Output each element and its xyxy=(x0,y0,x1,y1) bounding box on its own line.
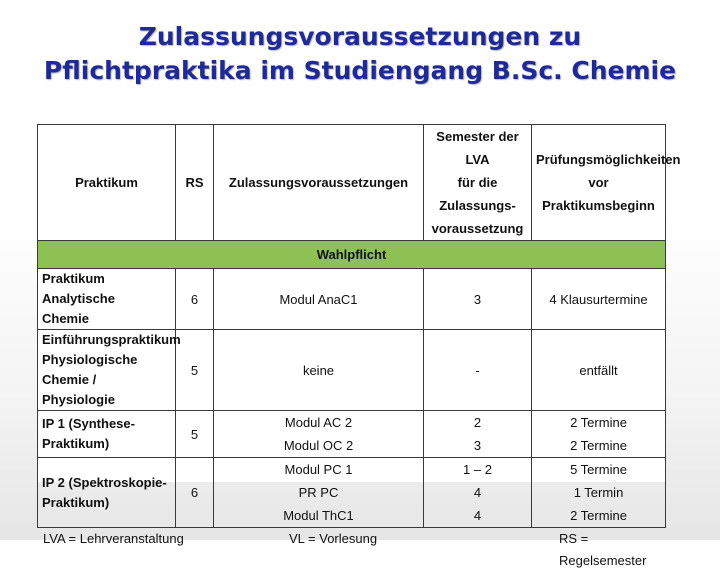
header-pruefung-line: vor Praktikumsbeginn xyxy=(542,175,655,213)
cell-line: IP 1 (Synthese-Praktikum) xyxy=(42,416,135,451)
header-semester-line: voraussetzung xyxy=(431,221,524,236)
cell-line: 1 – 2 xyxy=(463,462,492,477)
cell-zulassung: Modul AnaC1 xyxy=(214,269,424,330)
cell-rs: 6 xyxy=(176,269,214,330)
cell-semester: - xyxy=(424,330,532,411)
cell-line: Praktikum) xyxy=(42,494,110,510)
cell-praktikum xyxy=(38,330,181,411)
cell-line: 4 xyxy=(473,508,482,523)
cell-line: Modul PC 1 xyxy=(284,462,353,477)
cell-line: 5 Termine xyxy=(570,462,627,477)
cell-line: 2 Termine xyxy=(570,508,627,523)
header-row xyxy=(38,125,666,241)
header-semester-line: Semester der LVA xyxy=(436,129,519,167)
cell-pruefung xyxy=(532,411,666,458)
slide-title xyxy=(0,20,720,88)
section-wahlpflicht: Wahlpflicht xyxy=(38,241,666,269)
cell-line: Modul OC 2 xyxy=(283,438,354,453)
cell-rs: 5 xyxy=(176,411,214,458)
footer-vl-note: VL = Vorlesung xyxy=(289,531,378,546)
cell-rs: 6 xyxy=(176,458,214,528)
table-footer xyxy=(37,528,665,568)
cell-rs: 5 xyxy=(176,330,214,411)
header-semester xyxy=(424,125,532,241)
cell-line: 1 Termin xyxy=(573,485,624,500)
cell-pruefung: entfällt xyxy=(532,330,666,411)
footer-rs-note: RS = Regelsemester xyxy=(559,531,647,568)
cell-pruefung: 4 Klausurtermine xyxy=(532,269,666,330)
cell-semester: 3 xyxy=(424,269,532,330)
cell-praktikum xyxy=(38,458,176,528)
cell-zulassung: keine xyxy=(214,330,424,411)
requirements-table xyxy=(37,124,681,568)
cell-line: 4 xyxy=(473,485,482,500)
cell-line: Einführungspraktikum xyxy=(42,332,181,347)
cell-line: Praktikum Analytische xyxy=(42,271,115,306)
cell-line: 2 xyxy=(473,415,482,430)
header-rs: RS xyxy=(176,125,214,241)
cell-praktikum xyxy=(38,411,176,458)
cell-line: Modul AC 2 xyxy=(284,415,353,430)
header-zulassung: Zulassungsvoraussetzungen xyxy=(214,125,424,241)
table-row xyxy=(38,411,666,458)
header-pruefung-line: Prüfungsmöglichkeiten xyxy=(536,152,681,167)
table-grid xyxy=(37,124,681,528)
cell-zulassung xyxy=(214,411,424,458)
header-pruefung xyxy=(532,125,681,241)
cell-semester xyxy=(424,458,532,528)
cell-line: IP 2 (Spektroskopie- xyxy=(42,474,167,490)
title-line-2: Pflichtpraktika im Studiengang B.Sc. Chemie xyxy=(43,56,677,85)
cell-line: Physiologische Chemie / xyxy=(42,352,138,387)
table-row xyxy=(38,458,666,528)
cell-line: Modul ThC1 xyxy=(283,508,354,523)
footer-lva-note: LVA = Lehrveranstaltung xyxy=(43,531,184,546)
cell-line: 2 Termine xyxy=(570,438,627,453)
cell-line: PR PC xyxy=(298,485,339,500)
title-line-1: Zulassungsvoraussetzungen zu xyxy=(138,22,582,51)
cell-line: Physiologie xyxy=(42,392,115,407)
table-row xyxy=(38,269,666,330)
cell-zulassung xyxy=(214,458,424,528)
header-praktikum: Praktikum xyxy=(38,125,176,241)
table-row xyxy=(38,330,666,411)
cell-semester xyxy=(424,411,532,458)
cell-praktikum xyxy=(38,269,176,330)
cell-pruefung xyxy=(532,458,666,528)
cell-line: 2 Termine xyxy=(570,415,627,430)
cell-line: Chemie xyxy=(42,311,89,326)
cell-line: 3 xyxy=(473,438,482,453)
header-semester-line: für die Zulassungs- xyxy=(439,175,516,213)
section-row xyxy=(38,241,666,269)
